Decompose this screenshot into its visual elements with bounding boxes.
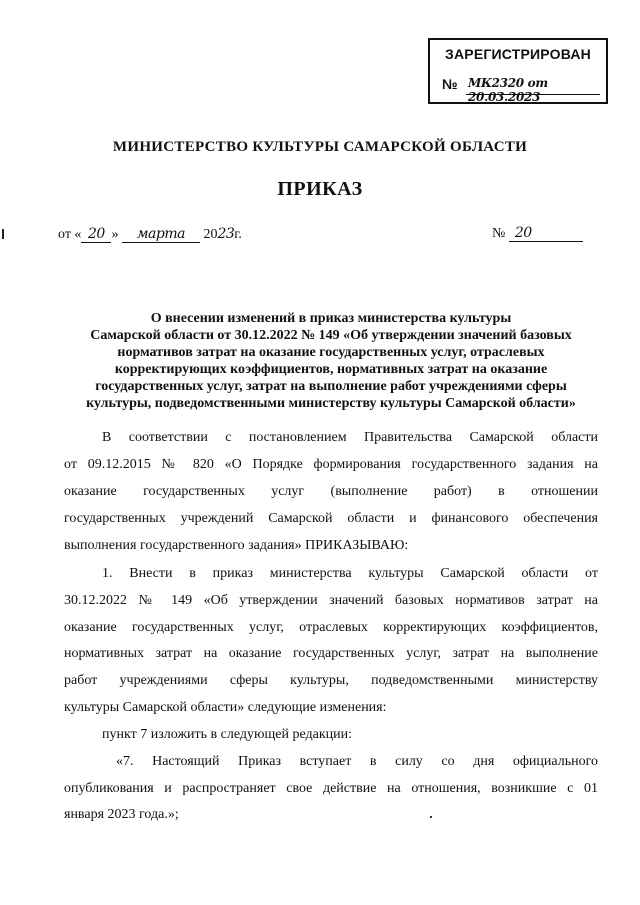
order-date <box>58 226 242 243</box>
document-type: ПРИКАЗ <box>277 178 363 200</box>
body-line: «7. Настоящий Приказ вступает в силу со дня официального <box>116 754 598 769</box>
order-heading <box>60 310 602 412</box>
margin-mark <box>2 229 4 239</box>
scan-speck <box>430 816 432 818</box>
body-line: января 2023 года.»; <box>64 807 179 822</box>
stamp-title: ЗАРЕГИСТРИРОВАН <box>445 46 591 62</box>
date-prefix: от « <box>58 227 82 242</box>
body-line: от 09.12.2015 № 820 «О Порядке формирования государственного задания на <box>64 457 598 472</box>
stamp-registration-handwritten: МК2320 от 20.03.2023 <box>468 76 548 104</box>
body-line: пункт 7 изложить в следующей редакции: <box>102 727 352 742</box>
heading-line: культуры, подведомственными министерству культуры Самарской области» <box>86 396 576 411</box>
body-line: культуры Самарской области» следующие изменения: <box>64 700 387 715</box>
order-number <box>492 226 583 242</box>
body-line: 30.12.2022 № 149 «Об утверждении значений базовых нормативов затрат на <box>64 593 598 608</box>
heading-line: О внесении изменений в приказ министерства культуры <box>150 311 512 326</box>
body-line: 1. Внести в приказ министерства культуры Самарской области от <box>102 566 598 581</box>
body-line: работ учреждениями сферы культуры, подведомственными министерству <box>64 673 598 688</box>
body-line: выполнения государственного задания» ПРИКАЗЫВАЮ: <box>64 538 409 553</box>
registration-stamp <box>428 38 608 104</box>
date-year-suffix: 23 <box>217 226 235 242</box>
date-middle: » <box>111 227 119 242</box>
body-line: государственных учреждений Самарской области и финансового обеспечения <box>64 511 598 526</box>
ministry-name: МИНИСТЕРСТВО КУЛЬТУРЫ САМАРСКОЙ ОБЛАСТИ <box>112 139 528 155</box>
number-label: № <box>492 226 506 241</box>
body-line: оказание государственных услуг, отраслевых корректирующих коэффициентов, <box>64 620 598 635</box>
body-line: нормативных затрат на оказание государственных услуг, затрат на выполнение <box>64 646 598 661</box>
heading-line: Самарской области от 30.12.2022 № 149 «Об утверждении значений базовых <box>90 328 572 343</box>
heading-line: государственных услуг, затрат на выполнение работ учреждениями сферы <box>95 379 567 394</box>
body-line: оказание государственных услуг (выполнение работ) в отношении <box>64 484 598 499</box>
stamp-underline <box>466 94 600 95</box>
date-month: марта <box>122 227 200 243</box>
body-line: В соответствии с постановлением Правительства Самарской области <box>102 430 598 445</box>
number-value: 20 <box>509 226 583 242</box>
body-line: опубликования и распространяет свое действие на отношения, возникшие с 01 <box>64 781 598 796</box>
date-year-prefix: 20 <box>203 227 218 242</box>
date-day: 20 <box>81 227 111 243</box>
stamp-number-label: № <box>442 76 458 92</box>
heading-line: корректирующих коэффициентов, нормативных затрат на оказание <box>114 362 548 377</box>
heading-line: нормативов затрат на оказание государственных услуг, отраслевых <box>117 345 545 360</box>
date-suffix: г. <box>234 227 242 242</box>
